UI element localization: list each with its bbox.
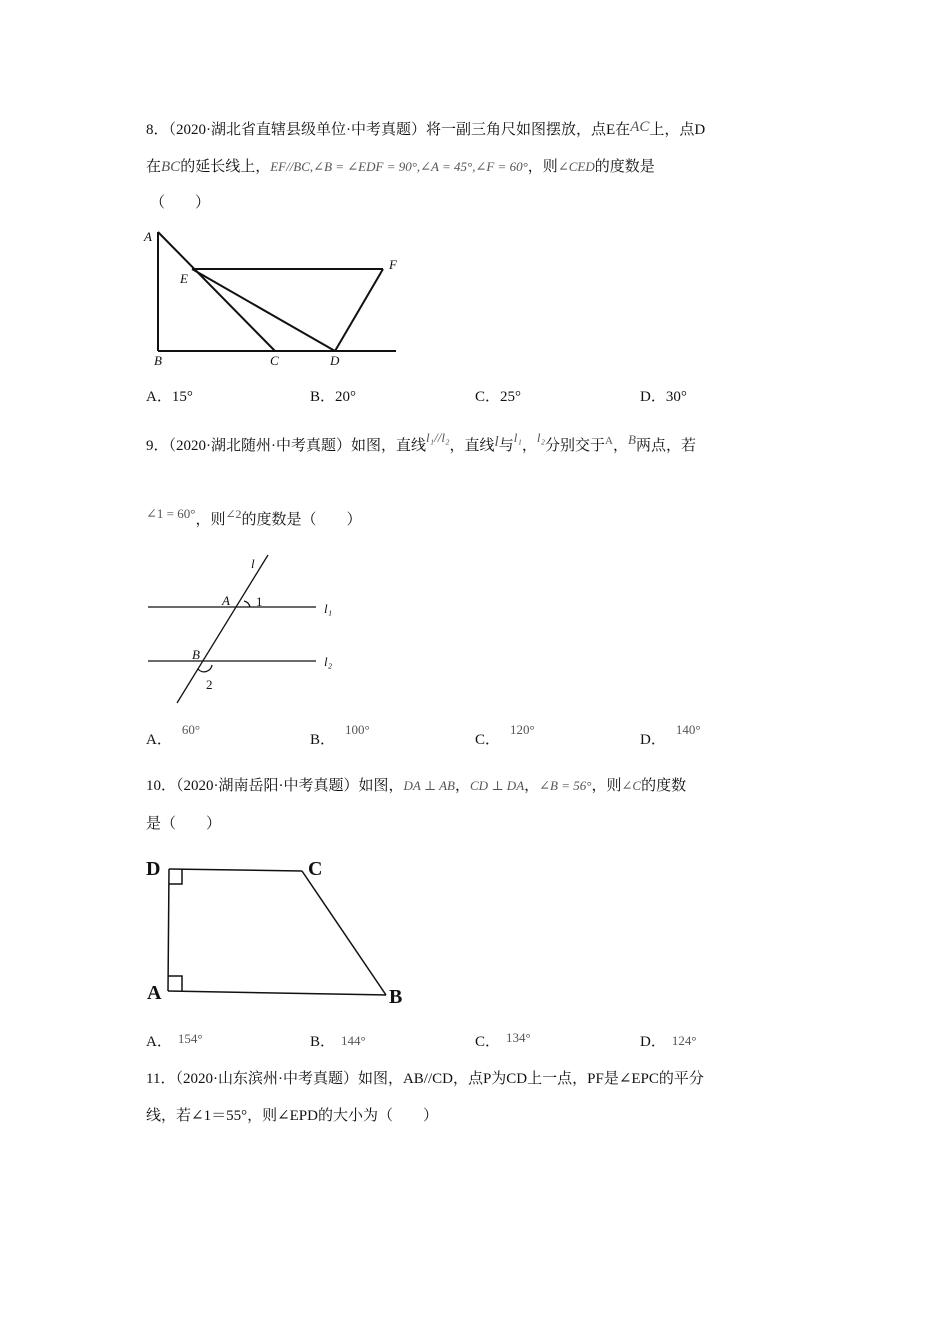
q8-option-b[interactable]: B．20° (310, 389, 357, 405)
q8-option-a[interactable]: A．15° (146, 389, 193, 405)
q8-option-c[interactable]: C．25° (475, 389, 522, 405)
q9-math-l1: l₁ (513, 430, 522, 445)
q8-line2-a: 在 (146, 159, 162, 175)
q11-number: 11． (146, 1071, 176, 1087)
q9-option-d[interactable]: D．140° (640, 722, 701, 748)
q10-option-d[interactable]: D． 124° (640, 1033, 697, 1050)
q9-option-c[interactable]: C．120° (475, 722, 535, 748)
q9-label-b: B (192, 647, 200, 662)
q8-math-bc: BC (161, 159, 181, 175)
q8-line2-b: 的延长线上， (180, 159, 271, 175)
q8-blank: （ ） (150, 195, 211, 211)
q10-math-da-perp-ab: DA ⊥ AB (403, 778, 455, 793)
q9-number: 9． (146, 438, 169, 454)
q9-math-l: l (494, 434, 499, 450)
q9-label-l2: l₂ (324, 654, 333, 669)
q9-math-a: A (605, 435, 613, 447)
q11-line2: 线，若∠1＝55°，则∠EPD的大小为（ ） (146, 1108, 438, 1124)
q9-source: （2020·湖北随州·中考真题） (168, 438, 352, 454)
q8-math-ac: AC (630, 119, 650, 135)
q11-text1: 如图，AB//CD，点P为CD上一点，PF是∠EPC的平分 (357, 1071, 704, 1087)
q9-math-parallel: l₁//l₂ (426, 430, 450, 445)
q8-label-f: F (389, 257, 397, 272)
q10-line-ab (168, 991, 386, 995)
q10-figure (140, 850, 420, 1010)
q10-right-angle-d (169, 869, 182, 884)
q8-text2: 上，点D (649, 122, 706, 138)
q9-math-angle1: ∠1 = 60° (146, 506, 196, 521)
q10-right-angle-a (168, 976, 182, 991)
q8-text1: 将一副三角尺如图摆放，点E在 (426, 122, 631, 138)
q8-line2-d: 的度数是 (594, 159, 655, 175)
q9-math-angle2: ∠2 (225, 507, 242, 521)
q8-line2 (146, 157, 655, 177)
q8-label-a: A (144, 229, 152, 244)
q8-line-ac (158, 232, 275, 351)
q8-line1 (146, 120, 705, 140)
q9-label-1: 1 (256, 594, 263, 609)
q11-line1 (146, 1069, 704, 1089)
q8-source: （2020·湖北省直辖县级单位·中考真题） (168, 122, 427, 138)
q10-option-c[interactable]: C． 134° (475, 1030, 531, 1050)
q10-line-cb (302, 871, 386, 995)
q10-line1: 10．（2020·湖南岳阳·中考真题）如图，DA ⊥ AB，CD ⊥ DA，∠B = 56°，则∠C的度数 (146, 778, 687, 794)
q9-math-l2: l₂ (536, 430, 546, 445)
q8-label-e: E (180, 271, 188, 286)
q10-label-c: C (308, 858, 323, 880)
q8-figure (140, 225, 410, 370)
q10-label-d: D (146, 858, 161, 880)
q10-line-dc (169, 869, 302, 871)
q8-line2-c: ，则 (527, 159, 558, 175)
q10-number: 10． (146, 778, 177, 794)
q8-math-conditions: EF//BC,∠B = ∠EDF = 90°,∠A = 45°,∠F = 60° (270, 159, 528, 174)
q8-label-b: B (154, 353, 162, 368)
q9-math-b: B (628, 432, 636, 447)
q9-option-b[interactable]: B．100° (310, 722, 370, 748)
q8-number: 8． (146, 122, 169, 138)
q8-line-fd (335, 269, 383, 351)
q9-figure (140, 555, 350, 705)
q10-math-angle-c: ∠C (621, 778, 642, 793)
q10-line-da (168, 869, 169, 991)
q9-label-l1: l₁ (324, 601, 333, 616)
q9-line1: 9．（2020·湖北随州·中考真题）如图，直线l₁//l₂，直线l与l₁，l₂分别交于$^A$，B两点，若 (146, 430, 696, 454)
q9-line-l (177, 555, 268, 703)
q9-label-a: A (222, 593, 230, 608)
q9-option-a[interactable]: A．60° (146, 722, 201, 748)
q10-label-a: A (147, 982, 162, 1004)
q8-label-d: D (330, 353, 340, 368)
q10-line2: 是（ ） (146, 816, 222, 832)
q10-math-angle-b: ∠B = 56° (539, 778, 592, 793)
q9-line2: ∠1 = 60°，则$^{\angle 2}$的度数是（ ） (146, 506, 362, 528)
q10-math-cd-perp-da: CD ⊥ DA (470, 778, 525, 793)
q8-math-ced: ∠CED (557, 159, 595, 174)
q10-label-b: B (389, 986, 403, 1008)
q9-label-2: 2 (206, 677, 213, 692)
q8-label-c: C (270, 353, 279, 368)
q10-source: （2020·湖南岳阳·中考真题） (176, 778, 359, 794)
q9-angle1-arc (244, 601, 250, 607)
q11-source: （2020·山东滨州·中考真题） (175, 1071, 358, 1087)
q8-option-d[interactable]: D．30° (640, 389, 687, 405)
q9-label-l: l (251, 556, 255, 571)
q10-option-b[interactable]: B． 144° (310, 1033, 366, 1050)
q10-option-a[interactable]: A． 154° (146, 1031, 203, 1050)
